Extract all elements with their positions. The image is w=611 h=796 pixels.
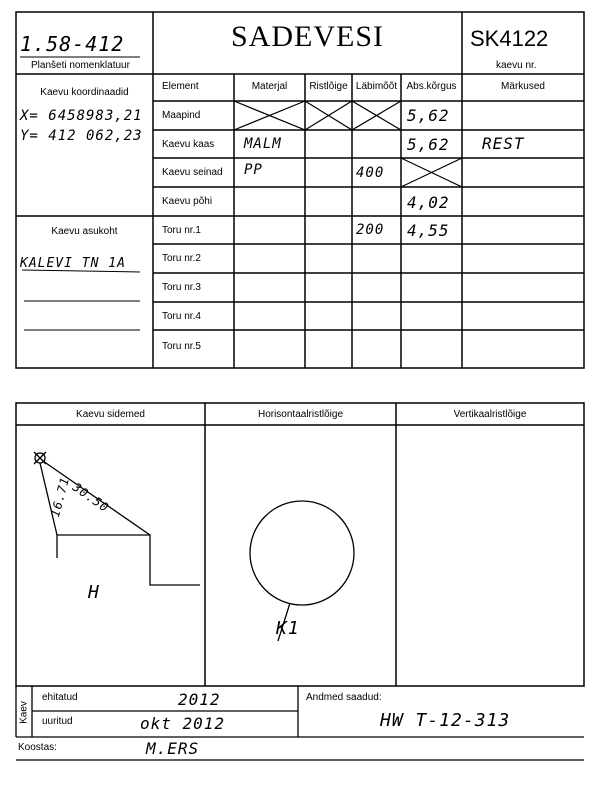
cell-height: 4,55 (407, 221, 450, 240)
row-element: Toru nr.1 (162, 225, 201, 236)
cell-material: MALM (244, 136, 282, 152)
coord-x: X= 6458983,21 (20, 108, 143, 124)
col-header-element: Element (162, 81, 199, 92)
well-number-value: SK4122 (470, 26, 549, 51)
map-sheet-label: Planšeti nomenklatuur (31, 60, 130, 71)
row-element: Kaevu põhi (162, 196, 213, 207)
building-label: H (88, 582, 100, 603)
coord-y: Y= 412 062,23 (20, 128, 143, 144)
cell-notes: REST (482, 134, 525, 153)
col-header-diameter: Läbimõõt (355, 81, 398, 92)
cell-height: 4,02 (407, 193, 450, 212)
col-header-material: Materjal (251, 81, 288, 92)
surveyed-label: uuritud (42, 716, 73, 727)
location-label: Kaevu asukoht (51, 226, 118, 237)
built-value: 2012 (178, 690, 221, 709)
cell-height: 5,62 (407, 106, 450, 125)
data-from-label: Andmed saadud: (306, 692, 382, 703)
surveyed-value: okt 2012 (140, 714, 226, 733)
row-element: Kaevu seinad (162, 167, 223, 178)
map-sheet-value: 1.58-412 (20, 32, 125, 56)
col-vertical-label: Vertikaalristlõige (453, 409, 527, 420)
row-element: Toru nr.3 (162, 282, 201, 293)
cell-diameter: 400 (356, 165, 385, 181)
compiled-value: M.ERS (146, 739, 200, 758)
row-element: Toru nr.4 (162, 311, 201, 322)
horizontal-section-sketch (250, 501, 354, 641)
well-side-label: Kaev (18, 701, 30, 724)
data-from-value: HW T-12-313 (380, 710, 511, 731)
well-number-label: kaevu nr. (496, 60, 537, 71)
pipe-label: K1 (276, 618, 300, 639)
row-element: Toru nr.2 (162, 253, 201, 264)
row-element: Kaevu kaas (162, 139, 215, 150)
built-label: ehitatud (42, 692, 78, 703)
compiled-label: Koostas: (18, 742, 57, 753)
col-ties-label: Kaevu sidemed (76, 409, 145, 420)
col-header-height: Abs.kõrgus (406, 81, 457, 92)
coords-label: Kaevu koordinaadid (40, 87, 129, 98)
ties-sketch (34, 452, 200, 585)
cell-material: PP (244, 162, 263, 178)
row-element: Maapind (162, 110, 201, 121)
distance-label-1: 30.50 (69, 480, 112, 516)
row-element: Toru nr.5 (162, 341, 201, 352)
col-horizontal-label: Horisontaalristlõige (257, 409, 344, 420)
cell-height: 5,62 (407, 135, 450, 154)
cell-diameter: 200 (356, 222, 385, 238)
col-header-section: Ristlõige (309, 81, 348, 92)
form-title: SADEVESI (230, 20, 384, 53)
location-value: KALEVI TN 1A (20, 256, 126, 271)
distance-label-2: 16.71 (48, 475, 73, 519)
col-header-notes: Märkused (501, 81, 545, 92)
